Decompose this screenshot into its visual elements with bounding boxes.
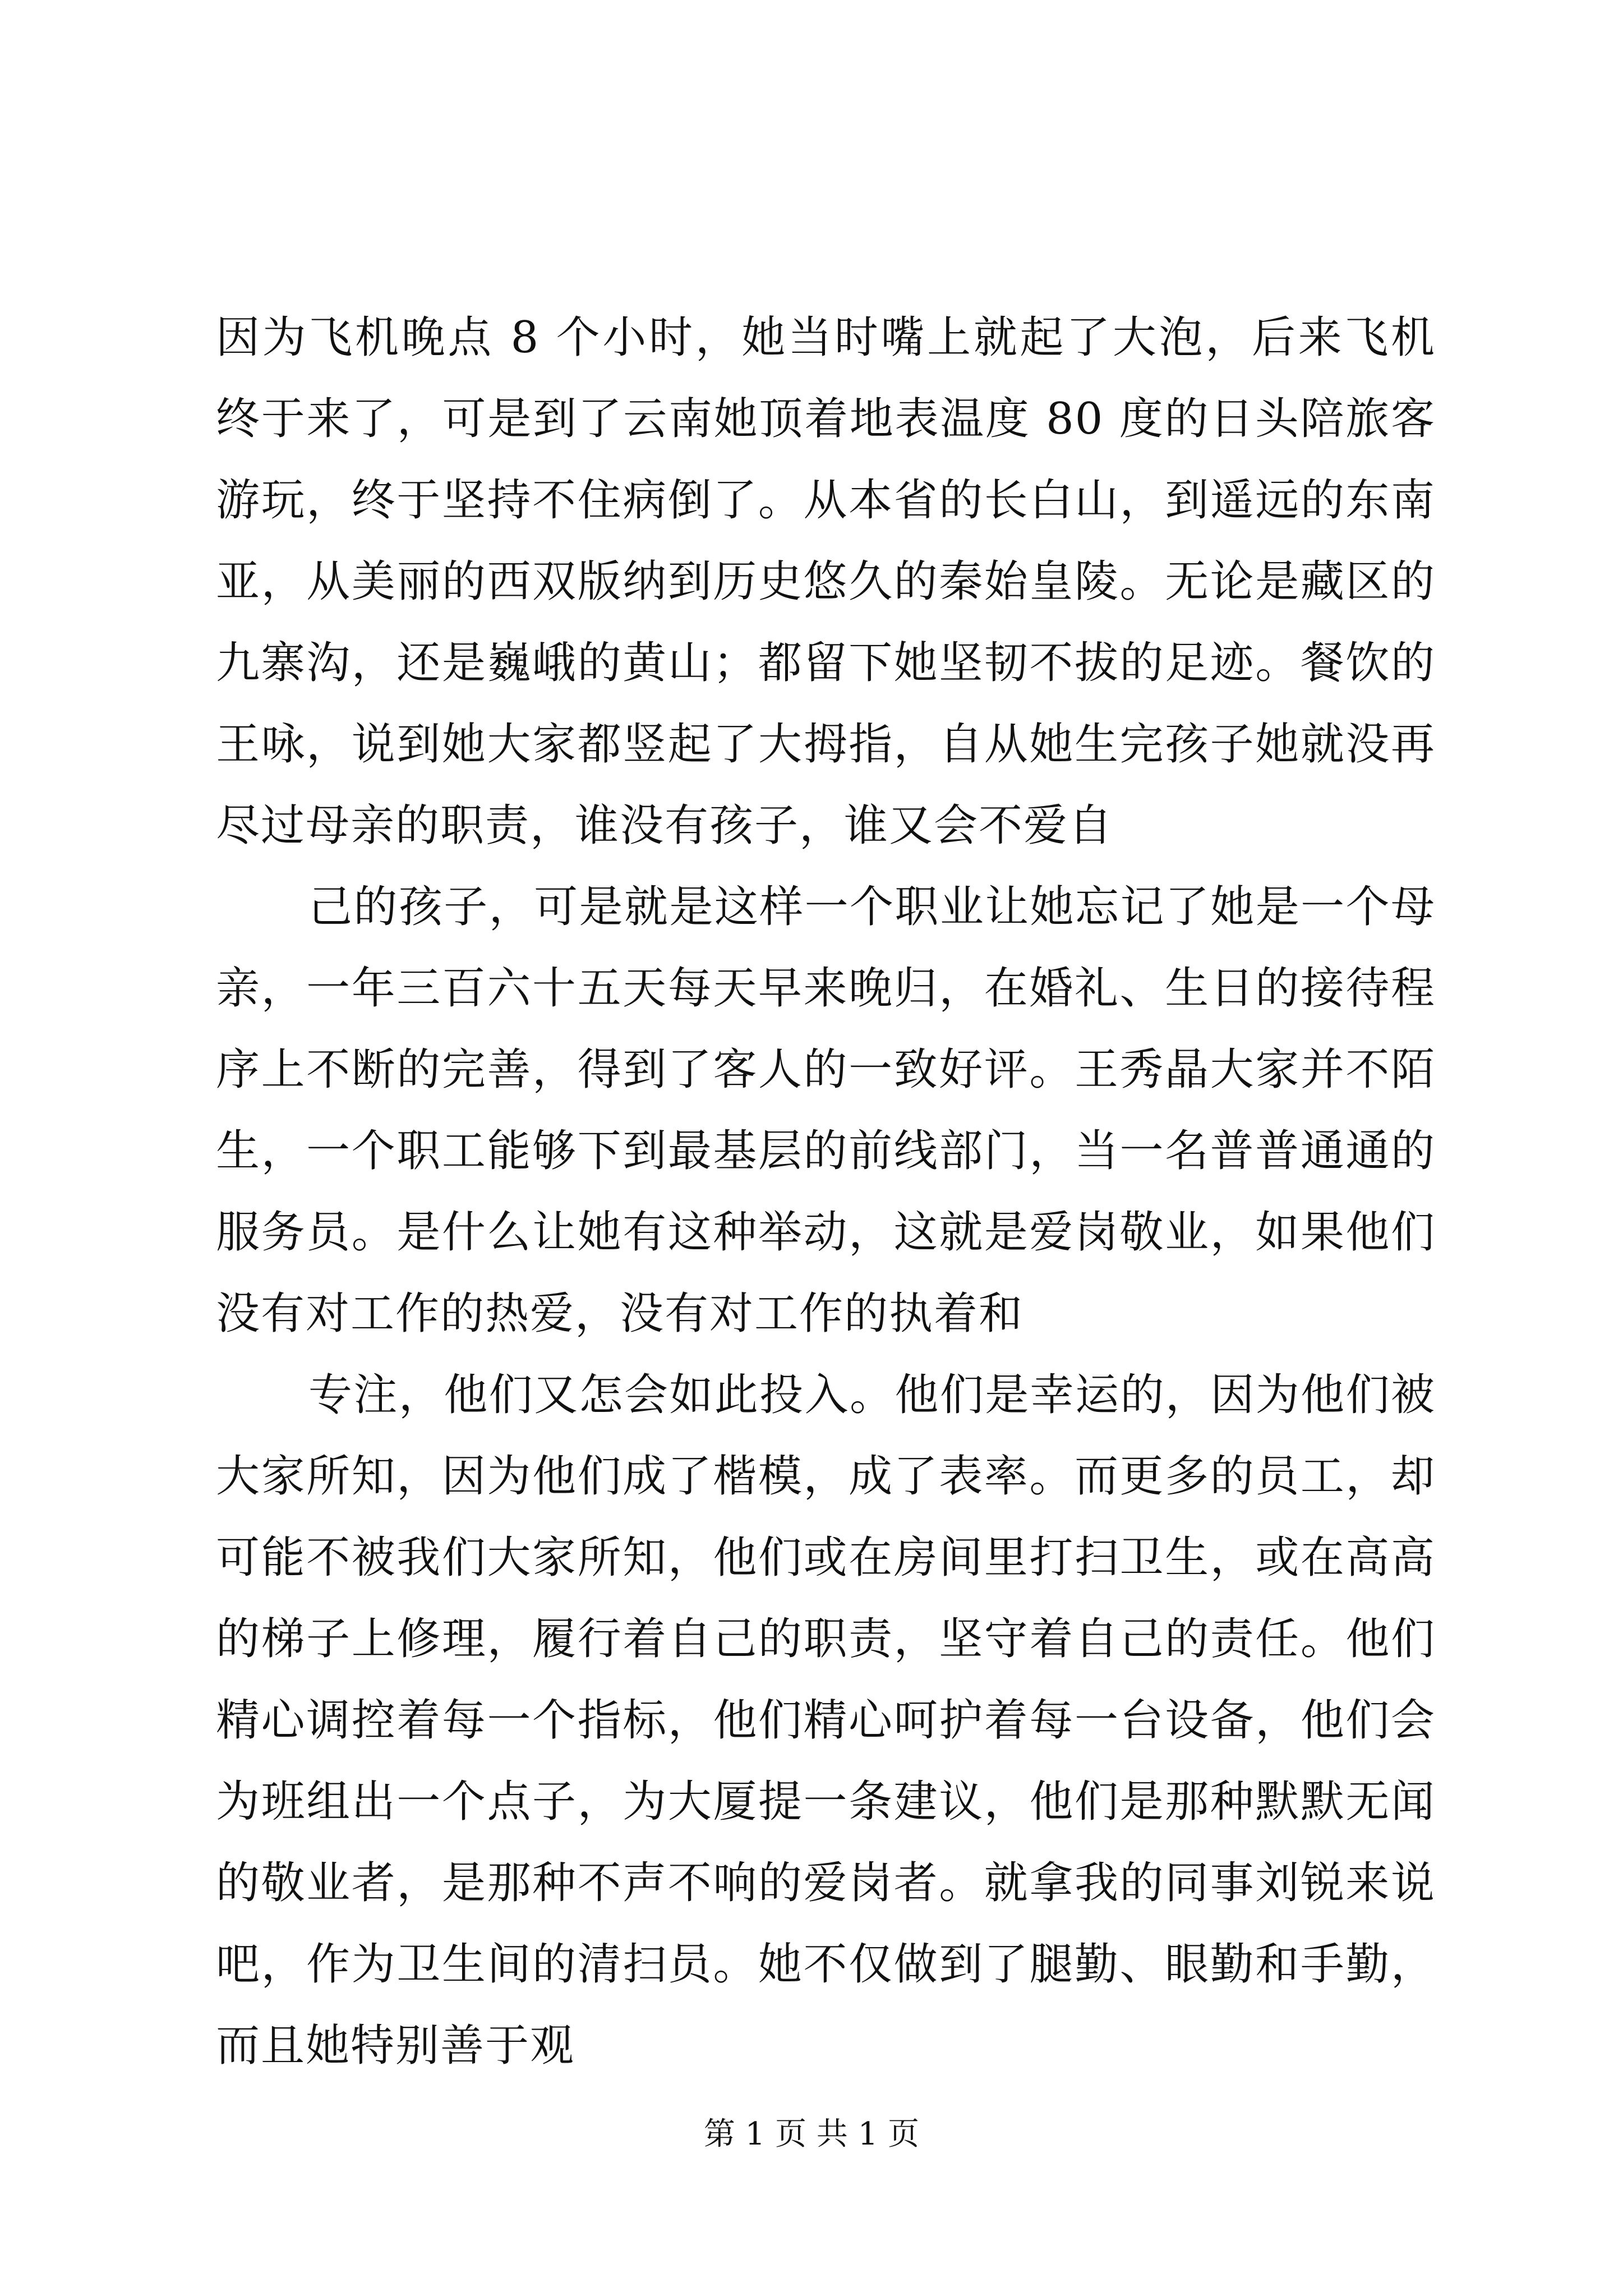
paragraph-2: 己的孩子，可是就是这样一个职业让她忘记了她是一个母亲，一年三百六十五天每天早来晚归，在婚礼、生日的接待程序上不断的完善，得到了客人的一致好评。王秀晶大家并不陌生，一个职工能够下到最基层的前线部门，当一名普普通通的服务员。是什么让她有这种举动，这就是爱岗敬业，如果他们没有对工作的热爱，没有对工作的执着和 xyxy=(216,882,1436,1339)
page-footer: 第 1 页 共 1 页 xyxy=(703,2116,920,2152)
body-text xyxy=(216,297,1436,2087)
paragraph-1: 因为飞机晚点 8 个小时，她当时嘴上就起了大泡，后来飞机终于来了，可是到了云南她顶着地表温度 80 度的日头陪旅客游玩，终于坚持不住病倒了。从本省的长白山，到遥远的东南亚，从美丽的西双版纳到历史悠久的秦始皇陵。无论是藏区的九寨沟，还是巍峨的黄山；都留下她坚韧不拔的足迹。餐饮的王咏，说到她大家都竖起了大拇指，自从她生完孩子她就没再尽过母亲的职责，谁没有孩子，谁又会不爱自 xyxy=(216,312,1436,851)
paragraph-3: 专注，他们又怎会如此投入。他们是幸运的，因为他们被大家所知，因为他们成了楷模，成了表率。而更多的员工，却可能不被我们大家所知，他们或在房间里打扫卫生，或在高高的梯子上修理，履行着自己的职责，坚守着自己的责任。他们精心调控着每一个指标，他们精心呵护着每一台设备，他们会为班组出一个点子，为大厦提一条建议，他们是那种默默无闻的敬业者，是那种不声不响的爱岗者。就拿我的同事刘锐来说吧，作为卫生间的清扫员。她不仅做到了腿勤、眼勤和手勤，而且她特别善于观 xyxy=(216,1370,1436,2071)
